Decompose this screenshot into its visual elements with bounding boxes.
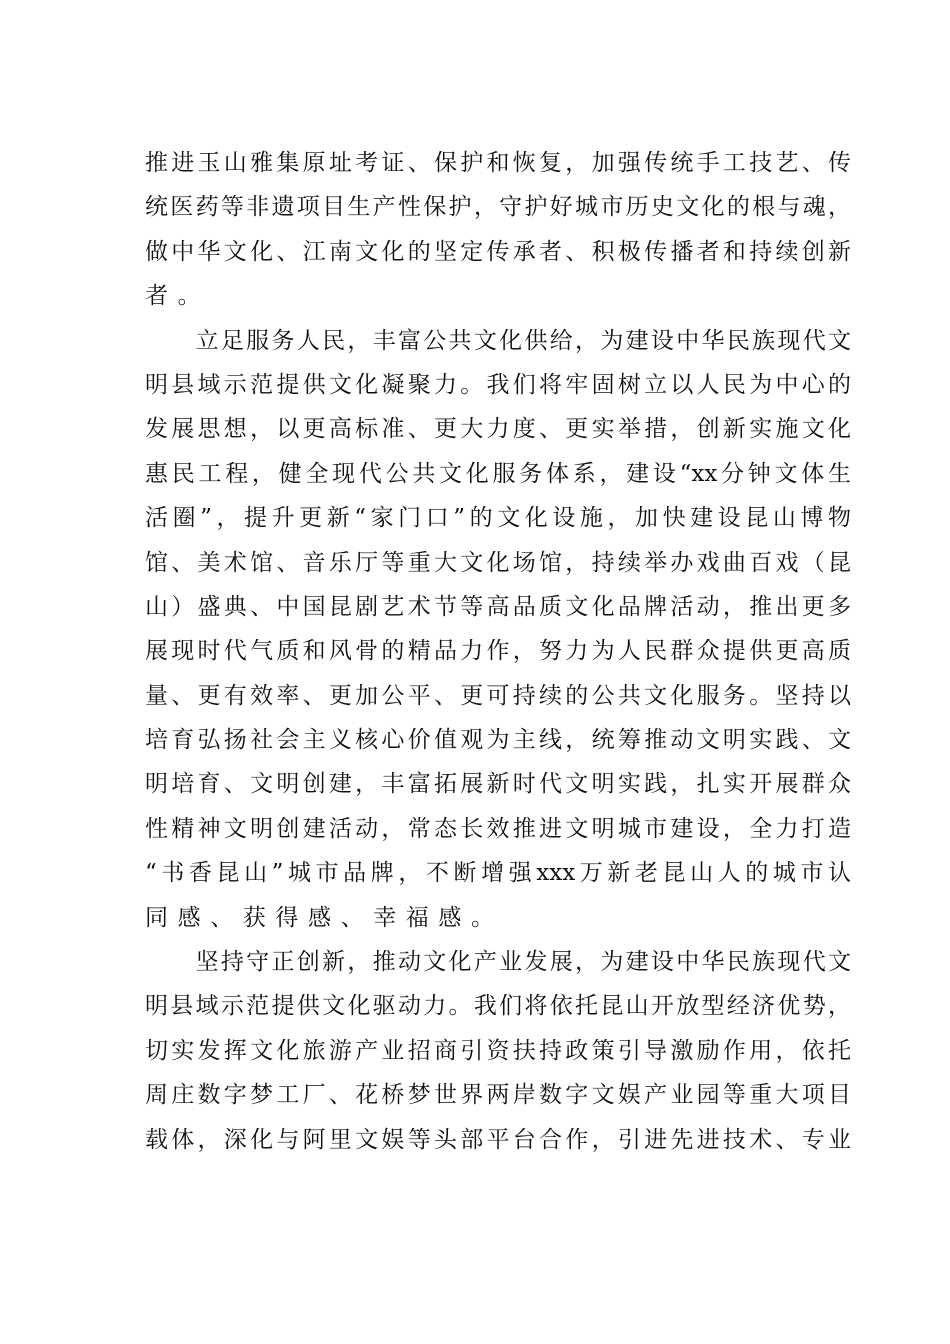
text-line: 发展思想，以更高标准、更大力度、更实举措，创新实施文化 bbox=[145, 416, 851, 443]
text-line: 切实发挥文化旅游产业招商引资扶持政策引导激励作用，依托 bbox=[145, 1037, 851, 1064]
document-body bbox=[145, 141, 851, 1162]
text-line: 坚持守正创新，推动文化产业发展，为建设中华民族现代文 bbox=[145, 949, 851, 976]
text-line: 立足服务人民，丰富公共文化供给，为建设中华民族现代文 bbox=[145, 327, 851, 354]
text-line: 活圈”，提升更新“家门口”的文化设施，加快建设昆山博物 bbox=[145, 505, 851, 532]
text-line: 山）盛典、中国昆剧艺术节等高品质文化品牌活动，推出更多 bbox=[145, 593, 851, 620]
text-line: 者。 bbox=[145, 283, 211, 310]
text-line: 明县域示范提供文化凝聚力。我们将牢固树立以人民为中心的 bbox=[145, 371, 851, 398]
text-line: 惠民工程，健全现代公共文化服务体系，建设“xx分钟文体生 bbox=[145, 460, 851, 487]
text-line: 周庄数字梦工厂、花桥梦世界两岸数字文娱产业园等重大项目 bbox=[145, 1082, 851, 1109]
paragraph bbox=[145, 319, 851, 940]
text-line: 量、更有效率、更加公平、更可持续的公共文化服务。坚持以 bbox=[145, 682, 851, 709]
text-line: 培育弘扬社会主义核心价值观为主线，统筹推动文明实践、文 bbox=[145, 727, 851, 754]
paragraph bbox=[145, 940, 851, 1162]
text-line: 载体，深化与阿里文娱等头部平台合作，引进先进技术、专业 bbox=[145, 1126, 851, 1153]
text-line: “书香昆山”城市品牌，不断增强xxx万新老昆山人的城市认 bbox=[145, 860, 851, 887]
text-line: 做中华文化、江南文化的坚定传承者、积极传播者和持续创新 bbox=[145, 238, 851, 265]
text-line: 展现时代气质和风骨的精品力作，努力为人民群众提供更高质 bbox=[145, 638, 851, 665]
text-line: 明县域示范提供文化驱动力。我们将依托昆山开放型经济优势， bbox=[145, 993, 851, 1020]
text-line: 统医药等非遗项目生产性保护，守护好城市历史文化的根与魂， bbox=[145, 194, 851, 221]
text-line: 性精神文明创建活动，常态长效推进文明城市建设，全力打造 bbox=[145, 815, 851, 842]
text-line: 馆、美术馆、音乐厅等重大文化场馆，持续举办戏曲百戏（昆 bbox=[145, 549, 851, 576]
text-line: 同感、获得感、幸福感。 bbox=[145, 904, 504, 931]
paragraph bbox=[145, 141, 851, 319]
text-line: 推进玉山雅集原址考证、保护和恢复，加强传统手工技艺、传 bbox=[145, 150, 851, 176]
text-line: 明培育、文明创建，丰富拓展新时代文明实践，扎实开展群众 bbox=[145, 771, 851, 798]
